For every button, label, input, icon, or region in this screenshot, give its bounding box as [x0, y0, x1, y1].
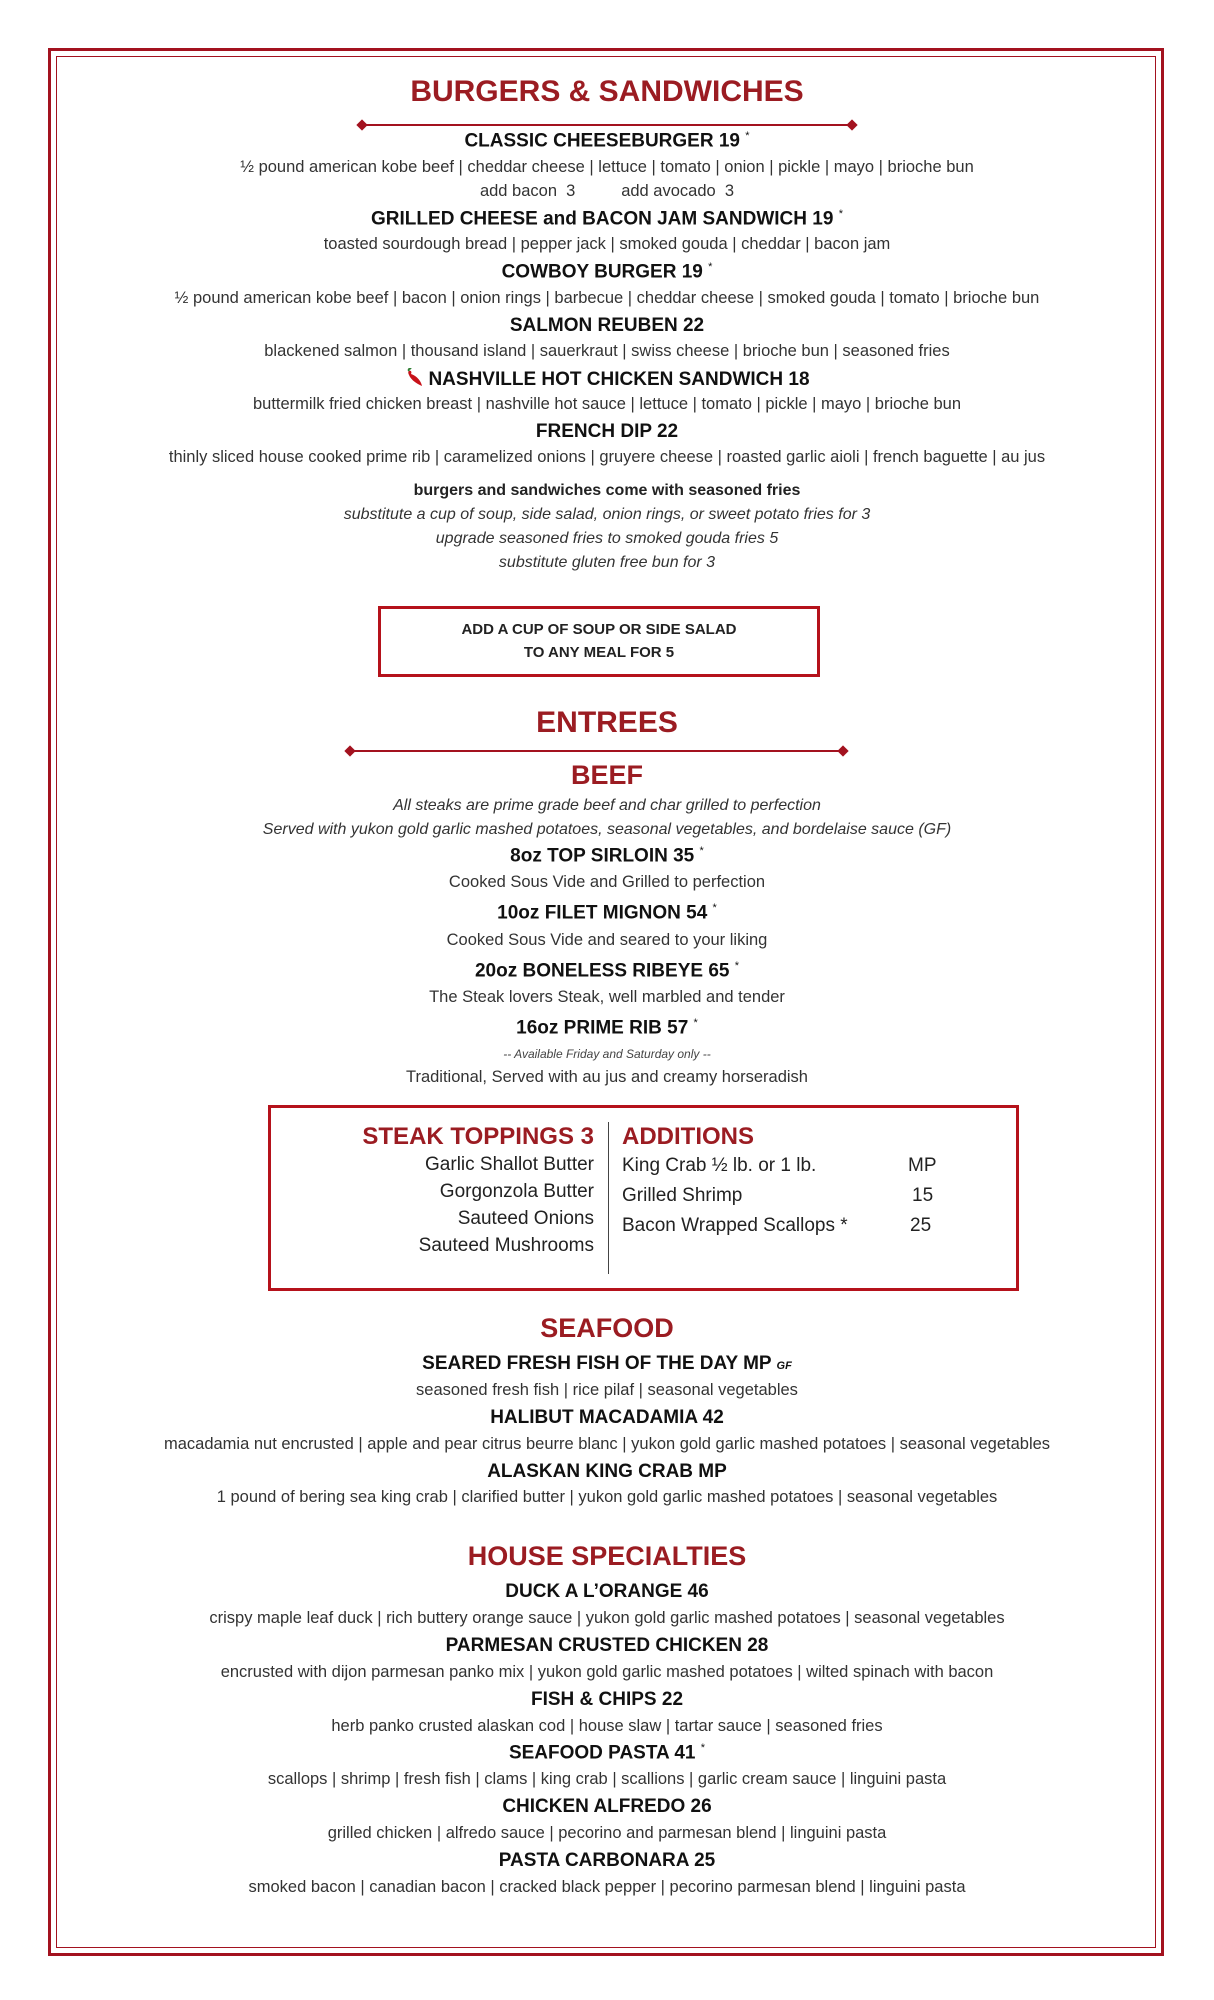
menu-item-description: herb panko crusted alaskan cod | house slaw | tartar sauce | seasoned fries — [331, 1717, 883, 1735]
topping-item: Sauteed Mushrooms — [418, 1235, 594, 1256]
burgers-heading: BURGERS & SANDWICHES — [410, 75, 804, 108]
topping-item: Garlic Shallot Butter — [425, 1154, 594, 1175]
additions-column — [622, 1123, 1002, 1241]
menu-item-description: grilled chicken | alfredo sauce | pecorino and parmesan blend | linguini pasta — [327, 1824, 887, 1842]
substitution-note: substitute gluten free bun for 3 — [498, 554, 716, 571]
menu-item-description: Cooked Sous Vide and seared to your liking — [446, 931, 768, 949]
menu-item-title: 10oz FILET MIGNON 54 * — [497, 902, 717, 924]
menu-item-description: seasoned fresh fish | rice pilaf | seasonal vegetables — [416, 1381, 798, 1399]
soup-salad-promo-box — [378, 606, 820, 677]
beef-intro: Served with yukon gold garlic mashed potatoes, seasonal vegetables, and bordelaise sauce (GF) — [262, 821, 952, 838]
house-specialties-heading: HOUSE SPECIALTIES — [467, 1541, 747, 1571]
additions-heading: ADDITIONS — [622, 1123, 754, 1150]
menu-item-title: 20oz BONELESS RIBEYE 65 * — [474, 960, 740, 982]
promo-line: TO ANY MEAL FOR 5 — [523, 644, 675, 661]
menu-item-title: PASTA CARBONARA 25 — [498, 1850, 716, 1871]
substitution-note: upgrade seasoned fries to smoked gouda fries 5 — [435, 530, 779, 547]
menu-item-title: COWBOY BURGER 19 * — [501, 261, 713, 283]
menu-item-title: CLASSIC CHEESEBURGER 19 * — [464, 130, 750, 152]
menu-item-description: buttermilk fried chicken breast | nashville hot sauce | lettuce | tomato | pickle | mayo | brioche bun — [252, 395, 962, 413]
menu-item-title: 16oz PRIME RIB 57 * — [516, 1017, 698, 1039]
section-divider — [362, 124, 852, 126]
menu-item-title: FISH & CHIPS 22 — [530, 1689, 684, 1710]
menu-item-description: 1 pound of bering sea king crab | clarified butter | yukon gold garlic mashed potatoes | seasonal vegetables — [216, 1488, 998, 1506]
menu-item-description: thinly sliced house cooked prime rib | caramelized onions | gruyere cheese | roasted garlic aioli | french baguette | au jus — [168, 448, 1046, 466]
section-divider — [350, 750, 843, 752]
fries-note: burgers and sandwiches come with seasoned fries — [413, 482, 801, 499]
menu-item-title: GRILLED CHEESE and BACON JAM SANDWICH 19 * — [371, 208, 843, 230]
menu-item-title: NASHVILLE HOT CHICKEN SANDWICH 18 — [60, 368, 1154, 391]
topping-item: Gorgonzola Butter — [439, 1181, 594, 1202]
chili-pepper-icon — [404, 368, 424, 388]
menu-item-title: SEAFOOD PASTA 41 * — [508, 1742, 706, 1764]
menu-item-description: Cooked Sous Vide and Grilled to perfection — [448, 873, 766, 891]
menu-item-title: 8oz TOP SIRLOIN 35 * — [510, 845, 704, 867]
menu-item-description: ½ pound american kobe beef | cheddar cheese | lettuce | tomato | onion | pickle | mayo | brioche bun — [240, 158, 974, 176]
entrees-heading: ENTREES — [536, 706, 678, 739]
substitution-note: substitute a cup of soup, side salad, onion rings, or sweet potato fries for 3 — [343, 506, 871, 523]
addition-item: Grilled Shrimp 15 — [622, 1185, 934, 1206]
steak-toppings-heading: STEAK TOPPINGS 3 — [362, 1123, 594, 1150]
addition-item: Bacon Wrapped Scallops * 25 — [622, 1215, 932, 1236]
menu-item-description: encrusted with dijon parmesan panko mix | yukon gold garlic mashed potatoes | wilted spinach with bacon — [220, 1663, 994, 1681]
menu-item-title: HALIBUT MACADAMIA 42 — [490, 1407, 724, 1428]
menu-item-title: FRENCH DIP 22 — [535, 421, 679, 442]
beef-intro: All steaks are prime grade beef and char grilled to perfection — [393, 797, 821, 814]
menu-item-title: ALASKAN KING CRAB MP — [487, 1461, 727, 1482]
beef-heading: BEEF — [570, 760, 643, 790]
menu-item-description: smoked bacon | canadian bacon | cracked black pepper | pecorino parmesan blend | linguini pasta — [248, 1878, 966, 1896]
menu-item-description: crispy maple leaf duck | rich buttery orange sauce | yukon gold garlic mashed potatoes | seasonal vegetables — [209, 1609, 1005, 1627]
box-divider — [608, 1122, 609, 1274]
menu-item-description: Traditional, Served with au jus and creamy horseradish — [405, 1068, 808, 1086]
availability-note: -- Available Friday and Saturday only -- — [503, 1047, 711, 1061]
menu-item-description: toasted sourdough bread | pepper jack | smoked gouda | cheddar | bacon jam — [323, 235, 891, 253]
steak-toppings-column — [300, 1123, 594, 1259]
menu-item-description: blackened salmon | thousand island | sauerkraut | swiss cheese | brioche bun | seasoned fries — [264, 342, 950, 360]
menu-item-title: SALMON REUBEN 22 — [509, 315, 705, 336]
menu-item-description: scallops | shrimp | fresh fish | clams | king crab | scallions | garlic cream sauce | linguini pasta — [267, 1770, 947, 1788]
menu-item-addons: add bacon 3 add avocado 3 — [479, 182, 735, 200]
topping-item: Sauteed Onions — [457, 1208, 594, 1229]
menu-item-description: ½ pound american kobe beef | bacon | onion rings | barbecue | cheddar cheese | smoked gouda | tomato | brioche bun — [174, 289, 1040, 307]
menu-item-description: macadamia nut encrusted | apple and pear citrus beurre blanc | yukon gold garlic mashed potatoes | seasonal vegetables — [163, 1435, 1051, 1453]
menu-item-title: PARMESAN CRUSTED CHICKEN 28 — [445, 1635, 769, 1656]
menu-item-title: SEARED FRESH FISH OF THE DAY MP GF — [422, 1353, 792, 1374]
seafood-heading: SEAFOOD — [540, 1313, 674, 1343]
addition-item: King Crab ½ lb. or 1 lb. MP — [622, 1155, 937, 1176]
menu-item-title: CHICKEN ALFREDO 26 — [502, 1796, 712, 1817]
promo-line: ADD A CUP OF SOUP OR SIDE SALAD — [461, 621, 737, 638]
menu-item-title: DUCK A L’ORANGE 46 — [505, 1581, 709, 1602]
menu-item-description: The Steak lovers Steak, well marbled and tender — [429, 988, 785, 1006]
